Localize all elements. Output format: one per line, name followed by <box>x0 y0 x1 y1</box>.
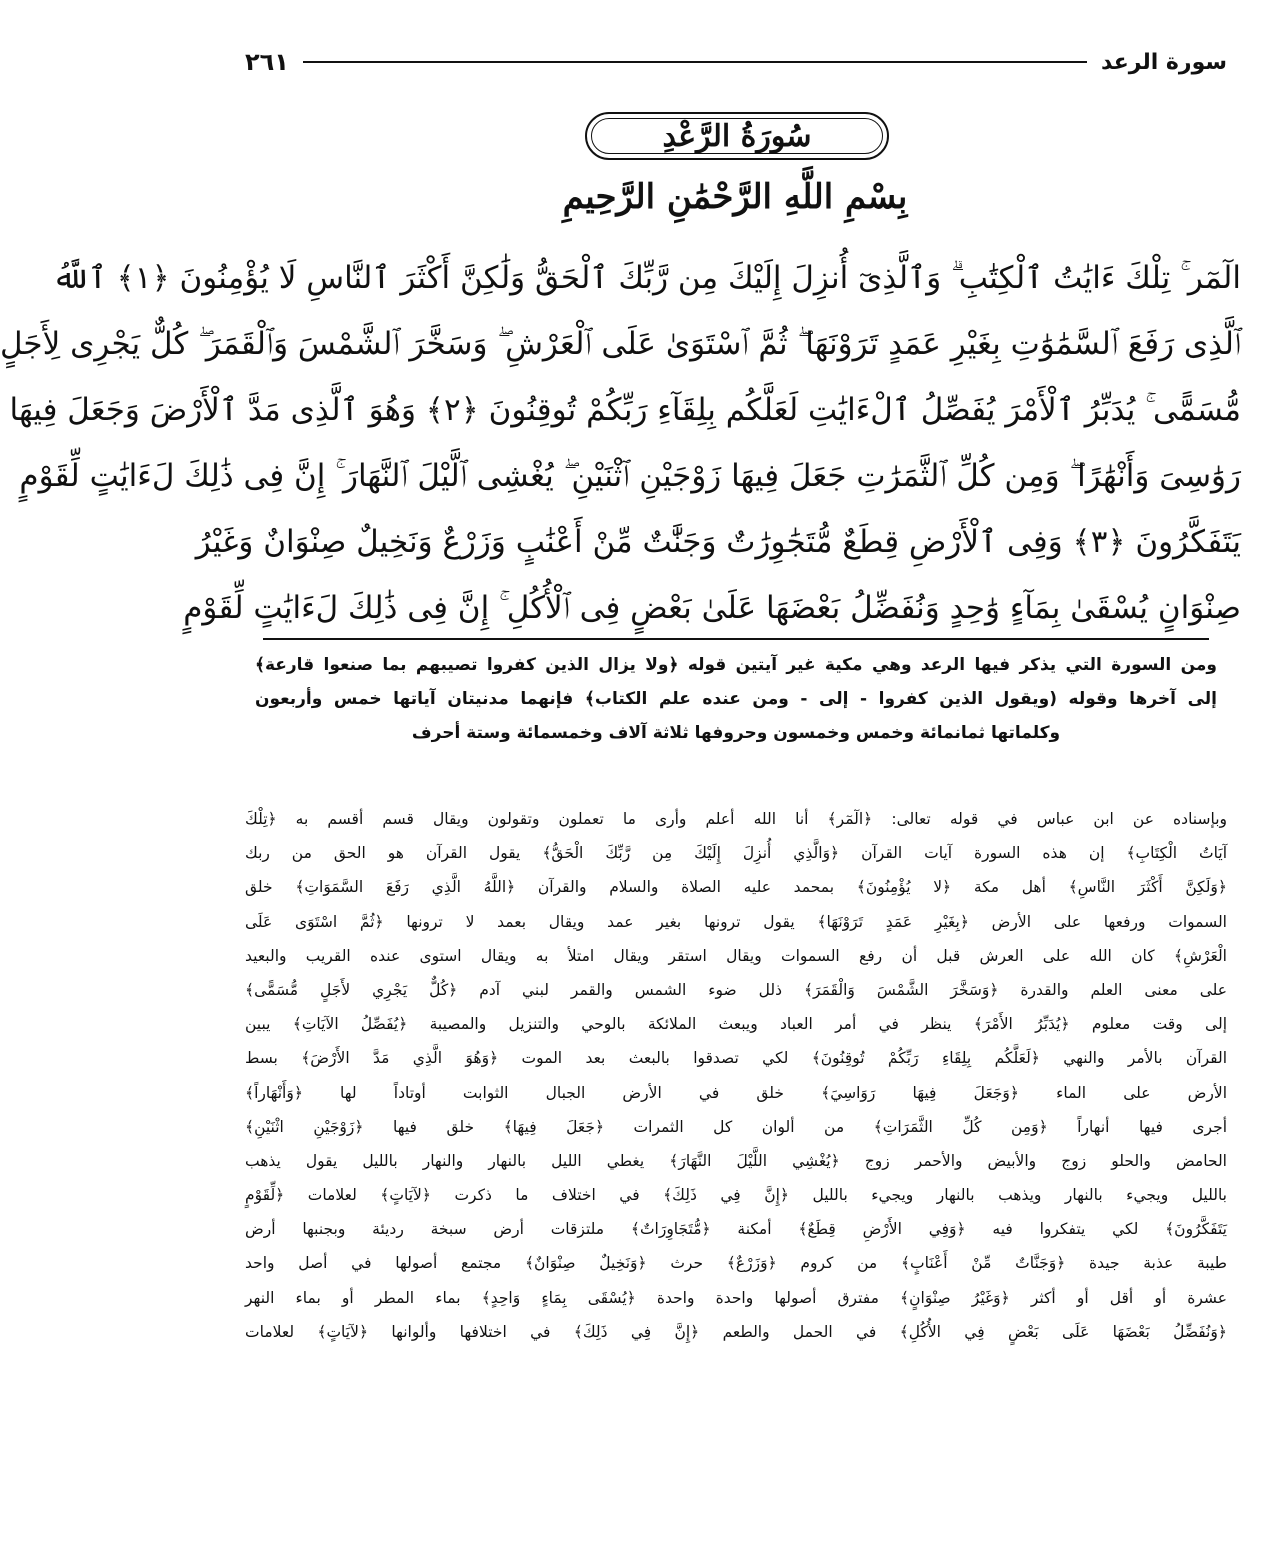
tafsir-line: بالليل ويجيء بالنهار ويذهب بالنهار ويجيء بالليل ﴿إِنَّ فِي ذَلِكَ﴾ في اختلاف ما ذكرت ﴿لآيَاتٍ﴾ لعلامات ﴿لِّقَوْمٍ <box>245 1186 1227 1205</box>
preface-line: إلى آخرها وقوله (ويقول الذين كفروا - إلى - ومن عنده علم الكتاب﴾ فإنهما مدنيتان آياتها خمس وأربعون <box>255 689 1217 709</box>
tafsir-line: على معنى العلم والقدرة ﴿وَسَخَّرَ الشَّمْسَ وَالْقَمَرَ﴾ ذلل ضوء الشمس والقمر لبني آدم ﴿كُلٌّ يَجْرِي لأَجَلٍ مُّسَمًّى﴾ <box>245 980 1227 999</box>
basmala: بِسْمِ اللَّهِ الرَّحْمَٰنِ الرَّحِيمِ <box>562 177 908 217</box>
preface-line: ومن السورة التي يذكر فيها الرعد وهي مكية غير آيتين قوله ﴿ولا يزال الذين كفروا تصيبهم بما صنعوا قارعة﴾ <box>255 655 1217 675</box>
surah-title-cartouche <box>585 112 889 160</box>
tafsir-line: يَتَفَكَّرُونَ﴾ لكي يتفكروا فيه ﴿وَفِي الأَرْضِ قِطَعٌ﴾ أمكنة ﴿مُّتَجَاوِرَاتٌ﴾ ملتزقات أرض سبخة رديئة وبجنبها أرض <box>245 1220 1227 1239</box>
tafsir-line: الْعَرْشِ﴾ كان الله على العرش قبل أن رفع السموات ويقال استقر ويقال امتلأ به ويقال استوى عنده القريب والبعيد <box>245 946 1227 965</box>
quran-line: رَوَٰسِىَ وَأَنْهَٰرًا ۖ وَمِن كُلِّ ٱلثَّمَرَٰتِ جَعَلَ فِيهَا زَوْجَيْنِ ٱثْنَيْنِ ۖ يُغْشِى ٱلَّيْلَ ٱلنَّهَارَ ۚ إِنَّ فِى ذَٰلِكَ لَءَايَٰتٍ لِّقَوْمٍ <box>19 458 1241 494</box>
tafsir-line: آيَاتُ الْكِتَابِ﴾ إن هذه السورة آيات القرآن ﴿وَالَّذِي أُنزِلَ إِلَيْكَ مِن رَّبِّكَ الْحَقُّ﴾ يقول القرآن هو الحق من ربك <box>245 844 1227 863</box>
tafsir-line: طيبة عذبة جيدة ﴿وَجَنَّاتٌ مِّنْ أَعْنَابٍ﴾ من كروم ﴿وَزَرْعٌ﴾ حرث ﴿وَنَخِيلٌ صِنْوَانٌ﴾ مجتمع أصولها في أصل واحد <box>245 1254 1227 1273</box>
quran-line: صِنْوَانٍ يُسْقَىٰ بِمَآءٍ وَٰحِدٍ وَنُفَضِّلُ بَعْضَهَا عَلَىٰ بَعْضٍ فِى ٱلْأُكُلِ ۚ إِنَّ فِى ذَٰلِكَ لَءَايَٰتٍ لِّقَوْمٍ <box>183 590 1241 626</box>
surah-title: سُورَةُ الرَّعْدِ <box>662 118 812 154</box>
tafsir-line: القرآن بالأمر والنهي ﴿لَعَلَّكُم بِلِقَاءِ رَبِّكُمْ تُوقِنُونَ﴾ لكي تصدقوا بالبعث بعد الموت ﴿وَهُوَ الَّذِي مَدَّ الأَرْضَ﴾ بسط <box>245 1049 1227 1068</box>
tafsir-line: السموات ورفعها على الأرض ﴿بِغَيْرِ عَمَدٍ تَرَوْنَهَا﴾ يقول ترونها بغير عمد ويقال بعمد لا ترونها ﴿ثُمَّ اسْتَوَى عَلَى <box>245 912 1227 931</box>
tafsir-commentary <box>245 802 1227 1349</box>
page-number: ٢٦١ <box>245 48 289 76</box>
quran-line: الٓمٓر ۚ تِلْكَ ءَايَٰتُ ٱلْكِتَٰبِ ۗ وَٱلَّذِىٓ أُنزِلَ إِلَيْكَ مِن رَّبِّكَ ٱلْحَقُّ وَلَٰكِنَّ أَكْثَرَ ٱلنَّاسِ لَا يُؤْمِنُونَ ﴿١﴾ ٱللَّهُ <box>52 260 1241 296</box>
tafsir-line: وبإسناده عن ابن عباس في قوله تعالى: ﴿الٓمٓر﴾ أنا الله أعلم وأرى ما تعملون وتقولون ويقال قسم أقسم به ﴿تِلْكَ <box>245 810 1227 828</box>
running-header <box>245 42 1227 82</box>
surah-preface <box>255 648 1217 750</box>
tafsir-line: الحامض والحلو زوج والأبيض والأحمر زوج ﴿يُغْشِي اللَّيْلَ النَّهَارَ﴾ يغطي الليل بالنهار والنهار بالليل يقول يذهب <box>245 1151 1227 1170</box>
quran-line: يَتَفَكَّرُونَ ﴿٣﴾ وَفِى ٱلْأَرْضِ قِطَعٌ مُّتَجَٰوِرَٰتٌ وَجَنَّٰتٌ مِّنْ أَعْنَٰبٍ وَزَرْعٌ وَنَخِيلٌ صِنْوَانٌ وَغَيْرُ <box>195 524 1241 560</box>
preface-line: وكلماتها ثمانمائة وخمس وخمسون وحروفها ثلاثة آلاف وخمسمائة وستة أحرف <box>411 723 1061 743</box>
section-divider <box>263 638 1209 640</box>
tafsir-line: إلى وقت معلوم ﴿يُدَبِّرُ الأَمْرَ﴾ ينظر في أمر العباد ويبعث الملائكة بالوحي والتنزيل والمصيبة ﴿يُفَصِّلُ الآيَاتِ﴾ يبين <box>245 1015 1227 1034</box>
tafsir-line: ﴿وَنُفَضِّلُ بَعْضَهَا عَلَى بَعْضٍ فِي الأُكُلِ﴾ في الحمل والطعم ﴿إِنَّ فِي ذَلِكَ﴾ في اختلافها وألوانها ﴿لآيَاتٍ﴾ لعلامات <box>245 1322 1227 1341</box>
tafsir-line: الأرض على الماء ﴿وَجَعَلَ فِيهَا رَوَاسِيَ﴾ خلق في الأرض الجبال الثوابت أوتاداً لها ﴿وَأَنْهَاراً﴾ <box>245 1083 1227 1102</box>
tafsir-line: ﴿وَلَكِنَّ أَكْثَرَ النَّاسِ﴾ أهل مكة ﴿لا يُؤْمِنُونَ﴾ بمحمد عليه الصلاة والسلام والقرآن ﴿اللَّهُ الَّذِي رَفَعَ السَّمَوَاتِ﴾ خلق <box>245 878 1227 897</box>
running-header-surah-title: سورة الرعد <box>1101 49 1227 75</box>
quran-line: ٱلَّذِى رَفَعَ ٱلسَّمَٰوَٰتِ بِغَيْرِ عَمَدٍ تَرَوْنَهَا ۖ ثُمَّ ٱسْتَوَىٰ عَلَى ٱلْعَرْشِ ۖ وَسَخَّرَ ٱلشَّمْسَ وَٱلْقَمَرَ ۖ كُلٌّ يَجْرِى لِأَجَلٍ <box>0 326 1241 362</box>
tafsir-line: عشرة أو أقل أو أكثر ﴿وَغَيْرُ صِنْوَانٍ﴾ مفترق أصولها واحدة واحدة ﴿يُسْقَى بِمَاءٍ وَاحِدٍ﴾ بماء المطر أو بماء النهر <box>245 1288 1227 1307</box>
header-rule <box>303 61 1087 63</box>
quran-line: مُّسَمًّى ۚ يُدَبِّرُ ٱلْأَمْرَ يُفَصِّلُ ٱلْءَايَٰتِ لَعَلَّكُم بِلِقَآءِ رَبِّكُمْ تُوقِنُونَ ﴿٢﴾ وَهُوَ ٱلَّذِى مَدَّ ٱلْأَرْضَ وَجَعَلَ فِيهَا <box>9 392 1241 428</box>
quran-verses-block <box>0 248 1241 640</box>
tafsir-line: أجرى فيها أنهاراً ﴿وَمِن كُلِّ الثَّمَرَاتِ﴾ من ألوان كل الثمرات ﴿جَعَلَ فِيهَا﴾ خلق فيها ﴿زَوْجَيْنِ اثْنَيْنِ﴾ <box>245 1117 1227 1136</box>
